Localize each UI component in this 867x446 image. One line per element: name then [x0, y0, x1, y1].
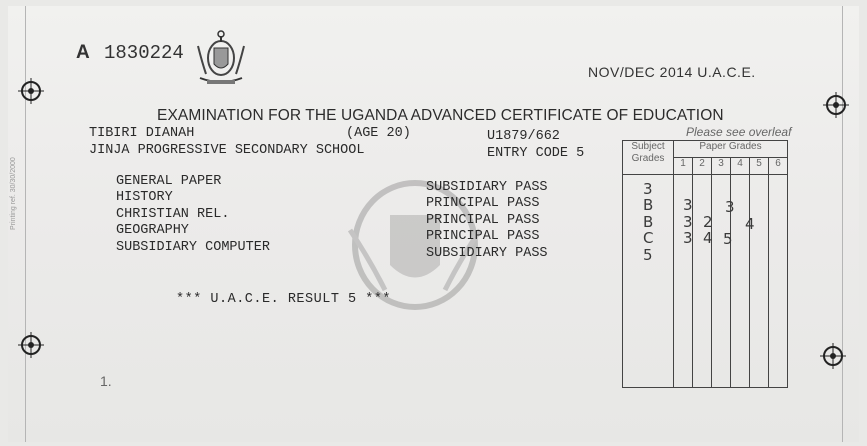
subject-grade: 5	[643, 246, 653, 264]
candidate-name: TIBIRI DIANAH	[89, 126, 195, 141]
paper-grades-header: Paper Grades	[674, 141, 788, 158]
paper-number: 3	[712, 158, 731, 175]
registration-mark-icon	[823, 92, 849, 118]
serial-number: 1830224	[104, 42, 184, 64]
paper-grade-column	[750, 175, 769, 388]
paper-number: 2	[693, 158, 712, 175]
entry-code: ENTRY CODE 5	[487, 146, 585, 161]
subject-grade: C	[643, 229, 654, 247]
paper-grade-column	[769, 175, 788, 388]
registration-mark-icon	[18, 78, 44, 104]
footer-number: 1.	[100, 373, 112, 389]
paper-grade: 3	[725, 198, 735, 216]
paper-grade: 3	[683, 196, 693, 214]
paper-number: 5	[750, 158, 769, 175]
paper-grade: 4	[703, 229, 713, 247]
grades-table	[622, 140, 788, 388]
exam-session: NOV/DEC 2014 U.A.C.E.	[588, 64, 756, 80]
registration-mark-icon	[820, 343, 846, 369]
paper-number: 1	[674, 158, 693, 175]
serial-letter: A	[76, 42, 90, 63]
subject-grade: B	[643, 196, 654, 214]
paper-grade: 2	[703, 213, 713, 231]
paper-grade: 3	[683, 229, 693, 247]
candidate-age: (AGE 20)	[346, 126, 411, 141]
paper-grade: 3	[683, 213, 693, 231]
left-edge-line	[25, 6, 26, 442]
overleaf-note: Please see overleaf	[686, 125, 792, 139]
subject-name: GEOGRAPHY	[116, 223, 189, 238]
paper-grade: 4	[745, 215, 755, 233]
subject-result: PRINCIPAL PASS	[426, 229, 540, 244]
right-edge-line	[842, 6, 843, 442]
side-print-code: Printing ref. 30/30/2000	[10, 157, 17, 230]
paper-number: 6	[769, 158, 788, 175]
subject-result: PRINCIPAL PASS	[426, 213, 540, 228]
paper-grade: 5	[723, 230, 733, 248]
subject-grade: B	[643, 213, 654, 231]
subject-name: SUBSIDIARY COMPUTER	[116, 240, 270, 255]
exam-title: EXAMINATION FOR THE UGANDA ADVANCED CERTIFICATE OF EDUCATION	[157, 107, 724, 124]
paper-grade-column	[693, 175, 712, 388]
subject-name: HISTORY	[116, 190, 173, 205]
subject-result: SUBSIDIARY PASS	[426, 246, 548, 261]
subject-name: CHRISTIAN REL.	[116, 207, 230, 222]
coat-of-arms-icon	[190, 28, 252, 92]
registration-mark-icon	[18, 332, 44, 358]
subject-result: SUBSIDIARY PASS	[426, 180, 548, 195]
school-name: JINJA PROGRESSIVE SECONDARY SCHOOL	[89, 143, 365, 158]
overall-result: *** U.A.C.E. RESULT 5 ***	[176, 292, 392, 307]
paper-number: 4	[731, 158, 750, 175]
subject-grades-header: Subject Grades	[623, 141, 674, 175]
candidate-index: U1879/662	[487, 129, 560, 144]
subject-grade: 3	[643, 180, 653, 198]
subject-result: PRINCIPAL PASS	[426, 196, 540, 211]
subject-name: GENERAL PAPER	[116, 174, 222, 189]
